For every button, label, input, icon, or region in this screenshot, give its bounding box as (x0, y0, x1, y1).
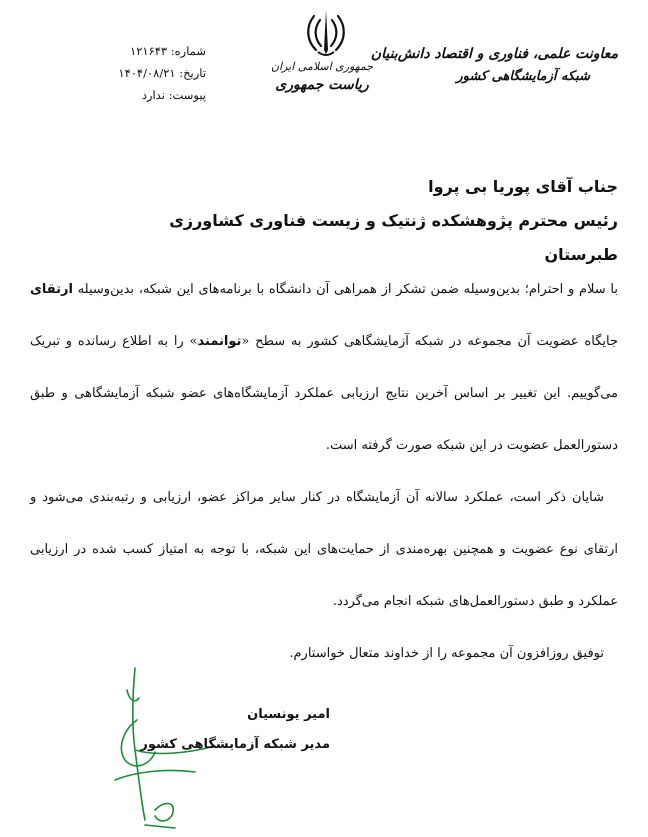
government-heading (262, 58, 382, 94)
signature-block (140, 700, 330, 760)
signer-title: مدیر شبکه آزمایشگاهی کشور (140, 737, 330, 752)
iran-emblem-icon (304, 6, 348, 58)
network-name: شبکه آزمایشگاهی کشور (456, 69, 590, 84)
letter-attachment: پیوست: ندارد (141, 88, 206, 102)
letter-date: تاریخ: ۱۴۰۴/۰۸/۲۱ (118, 66, 206, 80)
country-name: جمهوری اسلامی ایران (270, 60, 374, 73)
body-paragraph-3: توفیق روزافزون آن مجموعه را از خداوند متعال خواستارم. (289, 646, 604, 661)
recipient-position: رئیس محترم پژوهشکده ژنتیک و زیست فناوری کشاورزی طبرستان (169, 211, 618, 264)
body-paragraph-1: با سلام و احترام؛ بدین‌وسیله ضمن تشکر از همراهی آن دانشگاه با برنامه‌های این شبکه، بدین‌وسیله ارتقای جایگاه عضویت آن مجموعه در شبکه آزمایشگاهی کشور به سطح «توانمند» را به اطلاع رسانده و تبریک می‌گوییم. این تغییر بر اساس آخرین نتایج ارزیابی عملکرد آزمایشگاه‌های عضو شبکه آزمایشگاهی و طبق دستورالعمل عضویت در این شبکه صورت گرفته است. (30, 282, 619, 453)
letter-body (30, 264, 618, 680)
recipient-salutation: جناب آقای پوریا بی پروا (428, 177, 618, 196)
organization-heading (370, 42, 618, 88)
presidency-name: ریاست جمهوری (275, 77, 369, 93)
body-paragraph-2: شایان ذکر است، عملکرد سالانه آن آزمایشگاه در کنار سایر مراکز عضو، ارزیابی و رتبه‌بندی می‌شود و ارتقای نوع عضویت و همچنین بهره‌مندی از حمایت‌های این شبکه، با توجه به امتیاز کسب شده در ارزیابی عملکرد و طبق دستورالعمل‌های شبکه انجام می‌گردد. (30, 490, 618, 609)
recipient-block (118, 170, 618, 272)
letter-number: شماره: ۱۲۱۶۴۳ (130, 44, 206, 58)
signer-name: امیر یونسیان (247, 707, 330, 722)
deputy-name: معاونت علمی، فناوری و اقتصاد دانش‌بنیان (370, 46, 618, 62)
letter-meta (56, 40, 206, 106)
